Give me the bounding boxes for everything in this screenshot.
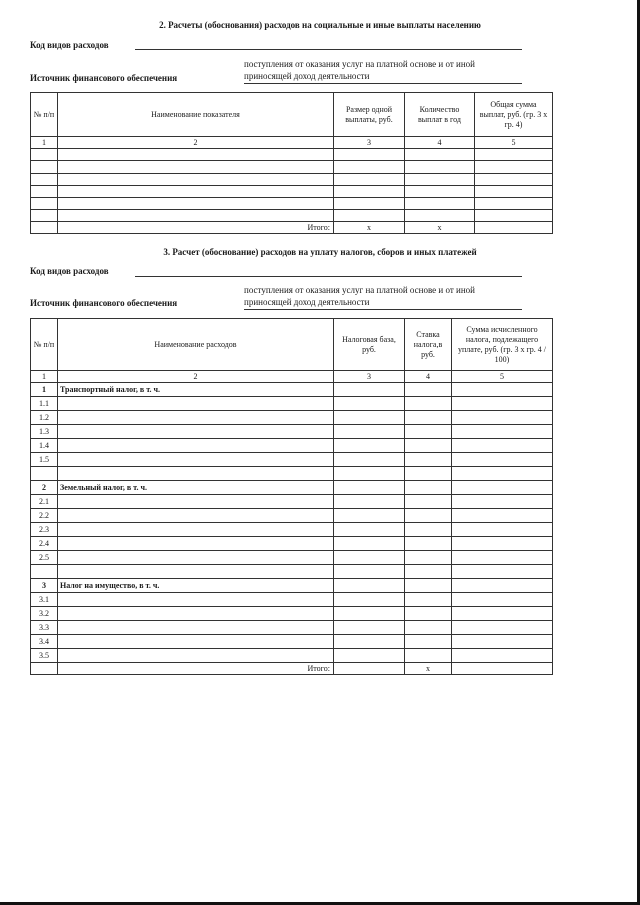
table-cell — [334, 635, 405, 649]
tax-item-row — [31, 649, 553, 663]
table-cell — [334, 621, 405, 635]
section2-funding-source-line — [244, 83, 522, 84]
item-number: 1.1 — [31, 397, 58, 411]
table-cell — [452, 509, 553, 523]
item-number: 1.3 — [31, 425, 58, 439]
table-cell — [334, 481, 405, 495]
table-cell — [452, 425, 553, 439]
table-cell — [58, 649, 334, 663]
table-header-row — [31, 319, 553, 371]
total-row — [31, 222, 553, 234]
item-number: 2.2 — [31, 509, 58, 523]
item-number: 3.5 — [31, 649, 58, 663]
table-cell — [58, 551, 334, 565]
table-cell — [334, 565, 405, 579]
table-row — [31, 149, 553, 161]
table-cell — [405, 149, 475, 161]
section3-expense-code-line — [135, 276, 522, 277]
table-cell — [405, 481, 452, 495]
section3-expense-code-label: Код видов расходов — [30, 266, 109, 276]
section2-funding-source-line1: поступления от оказания услуг на платной основе и от иной — [244, 59, 475, 69]
column-number: 3 — [334, 371, 405, 383]
table-cell — [58, 509, 334, 523]
column-number: 5 — [475, 137, 553, 149]
table-cell — [58, 453, 334, 467]
table-cell — [334, 161, 405, 174]
table-cell — [58, 635, 334, 649]
item-number: 2.5 — [31, 551, 58, 565]
table-cell — [58, 397, 334, 411]
table-cell — [405, 565, 452, 579]
tax-item-row — [31, 551, 553, 565]
tax-item-row — [31, 397, 553, 411]
column-header: Наименование расходов — [58, 319, 334, 371]
table-cell — [452, 523, 553, 537]
table-cell — [405, 383, 452, 397]
table-cell — [405, 523, 452, 537]
column-header: Налоговая база, руб. — [334, 319, 405, 371]
table-cell — [334, 467, 405, 481]
table-cell — [405, 186, 475, 198]
table-cell — [58, 198, 334, 210]
section3-table — [30, 318, 553, 675]
table-cell — [58, 565, 334, 579]
table-cell — [405, 579, 452, 593]
tax-group-row — [31, 579, 553, 593]
table-cell — [58, 495, 334, 509]
table-cell — [334, 210, 405, 222]
table-cell — [334, 579, 405, 593]
table-cell — [334, 593, 405, 607]
table-cell — [31, 174, 58, 186]
table-cell — [405, 509, 452, 523]
column-header: Общая сумма выплат, руб. (гр. 3 x гр. 4) — [475, 93, 553, 137]
table-cell — [334, 198, 405, 210]
table-cell — [334, 425, 405, 439]
table-cell — [452, 495, 553, 509]
total-row — [31, 663, 553, 675]
column-header: Количество выплат в год — [405, 93, 475, 137]
table-cell — [452, 635, 553, 649]
section2-funding-source-line2: приносящей доход деятельности — [244, 71, 370, 81]
table-cell — [405, 649, 452, 663]
table-row — [31, 174, 553, 186]
table-cell — [334, 174, 405, 186]
table-cell — [334, 383, 405, 397]
column-number: 2 — [58, 371, 334, 383]
column-number-row — [31, 371, 553, 383]
table-cell — [31, 210, 58, 222]
item-number: 2.4 — [31, 537, 58, 551]
table-cell — [452, 621, 553, 635]
total-cell — [334, 663, 405, 675]
table-cell — [334, 186, 405, 198]
table-cell — [31, 222, 58, 234]
column-number-row — [31, 137, 553, 149]
table-cell — [405, 161, 475, 174]
table-cell — [475, 210, 553, 222]
column-header: Наименование показателя — [58, 93, 334, 137]
group-number: 3 — [31, 579, 58, 593]
table-cell — [405, 551, 452, 565]
section3-funding-source-line — [244, 309, 522, 310]
tax-item-row — [31, 509, 553, 523]
table-cell — [405, 467, 452, 481]
table-cell — [58, 174, 334, 186]
tax-item-row — [31, 425, 553, 439]
group-number: 1 — [31, 383, 58, 397]
tax-item-row — [31, 439, 553, 453]
table-cell — [334, 607, 405, 621]
table-cell — [452, 649, 553, 663]
table-cell — [475, 149, 553, 161]
table-cell — [31, 467, 58, 481]
table-cell — [452, 565, 553, 579]
table-cell — [452, 397, 553, 411]
table-cell — [405, 439, 452, 453]
table-cell — [405, 397, 452, 411]
section2-table — [30, 92, 553, 234]
tax-item-row — [31, 495, 553, 509]
table-cell — [452, 607, 553, 621]
table-cell — [405, 174, 475, 186]
table-cell — [475, 198, 553, 210]
table-cell — [452, 481, 553, 495]
table-cell — [58, 593, 334, 607]
table-cell — [452, 593, 553, 607]
column-number: 5 — [452, 371, 553, 383]
total-label: Итого: — [58, 663, 334, 675]
group-number: 2 — [31, 481, 58, 495]
table-cell — [58, 523, 334, 537]
total-cell: x — [405, 663, 452, 675]
table-cell — [334, 453, 405, 467]
table-cell — [452, 537, 553, 551]
column-number: 1 — [31, 371, 58, 383]
tax-group-row — [31, 383, 553, 397]
table-cell — [334, 523, 405, 537]
section3-funding-source-label: Источник финансового обеспечения — [30, 298, 178, 308]
item-number: 3.1 — [31, 593, 58, 607]
tax-item-row — [31, 635, 553, 649]
table-cell — [405, 593, 452, 607]
tax-item-row — [31, 593, 553, 607]
section2-expense-code-line — [135, 49, 522, 50]
section3-title: 3. Расчет (обоснование) расходов на уплату налогов, сборов и иных платежей — [163, 247, 477, 257]
tax-item-row — [31, 523, 553, 537]
table-cell — [31, 663, 58, 675]
column-header: Размер одной выплаты, руб. — [334, 93, 405, 137]
spacer-row — [31, 565, 553, 579]
table-cell — [334, 537, 405, 551]
group-name: Земельный налог, в т. ч. — [58, 481, 334, 495]
column-header: Ставка налога,в руб. — [405, 319, 452, 371]
table-cell — [58, 621, 334, 635]
table-row — [31, 161, 553, 174]
table-row — [31, 186, 553, 198]
table-row — [31, 210, 553, 222]
table-cell — [58, 439, 334, 453]
table-cell — [405, 495, 452, 509]
table-cell — [58, 537, 334, 551]
table-cell — [452, 383, 553, 397]
tax-item-row — [31, 621, 553, 635]
table-cell — [334, 551, 405, 565]
table-cell — [334, 649, 405, 663]
item-number: 2.1 — [31, 495, 58, 509]
table-cell — [334, 411, 405, 425]
item-number: 1.5 — [31, 453, 58, 467]
table-cell — [405, 607, 452, 621]
table-cell — [452, 467, 553, 481]
total-cell — [452, 663, 553, 675]
item-number: 1.4 — [31, 439, 58, 453]
section3-funding-source-line1: поступления от оказания услуг на платной основе и от иной — [244, 285, 475, 295]
table-cell — [31, 149, 58, 161]
section2-funding-source-label: Источник финансового обеспечения — [30, 73, 178, 83]
tax-item-row — [31, 607, 553, 621]
table-cell — [475, 161, 553, 174]
tax-item-row — [31, 453, 553, 467]
section3-funding-source-line2: приносящей доход деятельности — [244, 297, 370, 307]
table-cell — [405, 411, 452, 425]
table-cell — [452, 439, 553, 453]
section3-funding-source-value — [244, 284, 534, 308]
table-cell — [475, 174, 553, 186]
column-number: 3 — [334, 137, 405, 149]
table-cell — [334, 397, 405, 411]
table-cell — [452, 551, 553, 565]
total-label: Итого: — [58, 222, 334, 234]
section2-title: 2. Расчеты (обоснования) расходов на социальные и иные выплаты населению — [159, 20, 481, 30]
table-cell — [405, 621, 452, 635]
column-header: Сумма исчисленного налога, подлежащего уплате, руб. (гр. 3 x гр. 4 / 100) — [452, 319, 553, 371]
total-cell: x — [405, 222, 475, 234]
column-number: 1 — [31, 137, 58, 149]
column-number: 4 — [405, 137, 475, 149]
tax-item-row — [31, 537, 553, 551]
table-header-row — [31, 93, 553, 137]
column-header: № п/п — [31, 319, 58, 371]
item-number: 3.4 — [31, 635, 58, 649]
table-cell — [405, 198, 475, 210]
table-cell — [405, 537, 452, 551]
table-cell — [58, 467, 334, 481]
table-cell — [334, 509, 405, 523]
group-name: Транспортный налог, в т. ч. — [58, 383, 334, 397]
table-cell — [452, 579, 553, 593]
table-cell — [58, 210, 334, 222]
tax-item-row — [31, 411, 553, 425]
section2-expense-code-label: Код видов расходов — [30, 40, 109, 50]
table-cell — [334, 149, 405, 161]
item-number: 2.3 — [31, 523, 58, 537]
total-cell — [475, 222, 553, 234]
table-cell — [334, 495, 405, 509]
table-cell — [58, 425, 334, 439]
item-number: 3.2 — [31, 607, 58, 621]
table-row — [31, 198, 553, 210]
spacer-row — [31, 467, 553, 481]
table-cell — [452, 411, 553, 425]
total-cell: x — [334, 222, 405, 234]
item-number: 3.3 — [31, 621, 58, 635]
table-cell — [405, 635, 452, 649]
group-name: Налог на имущество, в т. ч. — [58, 579, 334, 593]
table-cell — [31, 161, 58, 174]
column-number: 2 — [58, 137, 334, 149]
table-cell — [405, 210, 475, 222]
table-cell — [475, 186, 553, 198]
table-cell — [58, 411, 334, 425]
table-cell — [31, 565, 58, 579]
section2-funding-source-value — [244, 58, 534, 82]
table-cell — [405, 425, 452, 439]
table-cell — [31, 186, 58, 198]
tax-group-row — [31, 481, 553, 495]
table-cell — [452, 453, 553, 467]
table-cell — [405, 453, 452, 467]
table-cell — [58, 149, 334, 161]
table-cell — [31, 198, 58, 210]
table-cell — [58, 161, 334, 174]
table-cell — [58, 186, 334, 198]
item-number: 1.2 — [31, 411, 58, 425]
column-number: 4 — [405, 371, 452, 383]
table-cell — [334, 439, 405, 453]
table-cell — [58, 607, 334, 621]
column-header: № п/п — [31, 93, 58, 137]
